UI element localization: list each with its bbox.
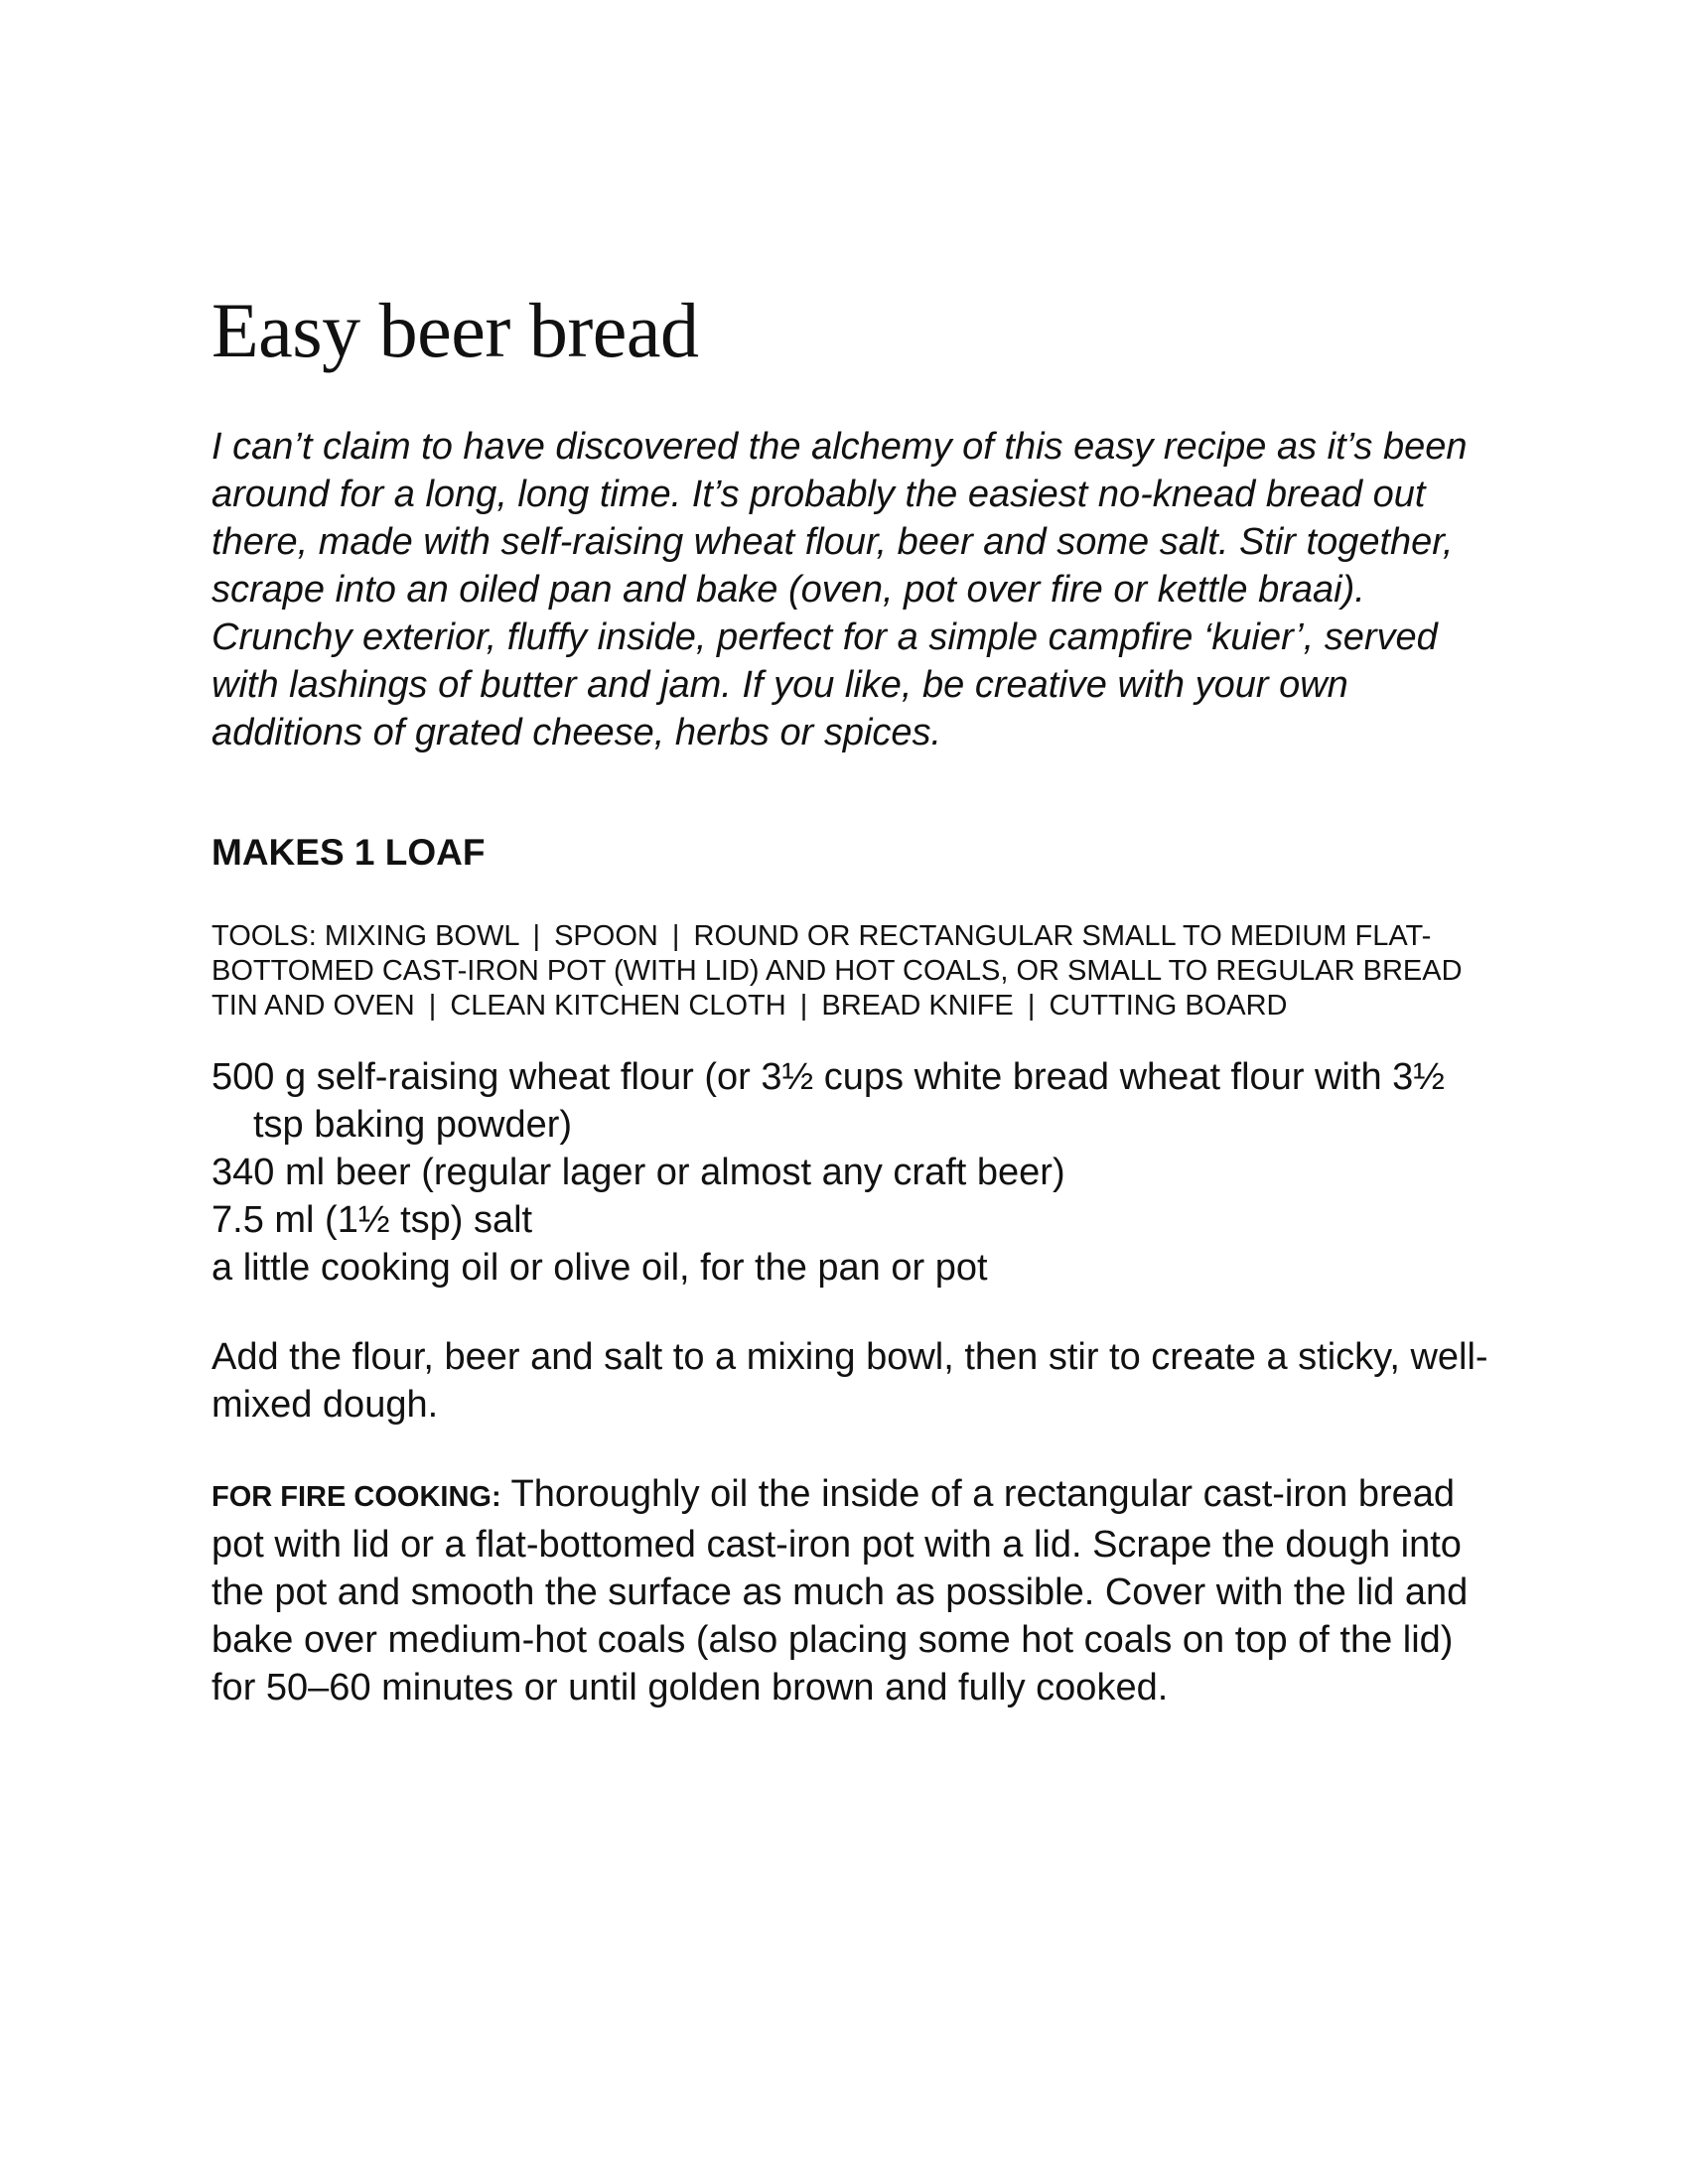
ingredient-list <box>211 1053 1492 1292</box>
tool-item: ROUND OR RECTANGULAR SMALL TO MEDIUM FLAT-BOTTOMED CAST-IRON POT (WITH LID) AND HOT COALS, OR SMALL TO REGULAR BREAD TIN AND OVEN <box>211 920 1463 1023</box>
tool-item: CUTTING BOARD <box>1049 990 1288 1023</box>
method-step-fire <box>211 1470 1492 1711</box>
tool-separator: | <box>671 920 680 953</box>
method-step-mix: Add the flour, beer and salt to a mixing bowl, then stir to create a sticky, well-mixed dough. <box>211 1336 1488 1427</box>
tool-item: MIXING BOWL <box>324 920 519 953</box>
recipe-page <box>211 288 1492 1711</box>
fire-cooking-label: FOR FIRE COOKING: <box>211 1481 501 1514</box>
ingredient-item: 500 g self-raising wheat flour (or 3½ cups white bread wheat flour with 3½ tsp baking powder) <box>211 1056 1445 1147</box>
tools-list <box>211 919 1492 1024</box>
tool-separator: | <box>428 990 437 1023</box>
tool-item: SPOON <box>554 920 658 953</box>
ingredient-item: a little cooking oil or olive oil, for the pan or pot <box>211 1247 988 1290</box>
tool-separator: | <box>799 990 808 1023</box>
tool-item: BREAD KNIFE <box>821 990 1014 1023</box>
tool-item: CLEAN KITCHEN CLOTH <box>450 990 786 1023</box>
tools-label: TOOLS: <box>211 920 317 953</box>
tool-separator: | <box>1027 990 1036 1023</box>
ingredient-item: 340 ml beer (regular lager or almost any craft beer) <box>211 1152 1065 1194</box>
recipe-intro: I can’t claim to have discovered the alchemy of this easy recipe as it’s been around for a long, long time. It’s probably the easiest no-knead bread out there, made with self-raising wheat flour, beer and some salt. Stir together, scrape into an oiled pan and bake (oven, pot over fire or kettle braai). Crunchy exterior, fluffy inside, perfect for a simple campfire ‘kuier’, served with lashings of butter and jam. If you like, be creative with your own additions of grated cheese, herbs or spices. <box>211 425 1468 753</box>
fire-cooking-text: Thoroughly oil the inside of a rectangular cast-iron bread pot with lid or a flat-bottomed cast-iron pot with a lid. Scrape the dough into the pot and smooth the surface as much as possible. Cover with the lid and bake over medium-hot coals (also placing some hot coals on top of the lid) for 50–60 minutes or until golden brown and fully cooked. <box>211 1473 1469 1709</box>
ingredient-item: 7.5 ml (1½ tsp) salt <box>211 1199 533 1242</box>
recipe-yield: MAKES 1 LOAF <box>211 831 486 873</box>
tool-separator: | <box>532 920 541 953</box>
recipe-title: Easy beer bread <box>211 287 699 373</box>
